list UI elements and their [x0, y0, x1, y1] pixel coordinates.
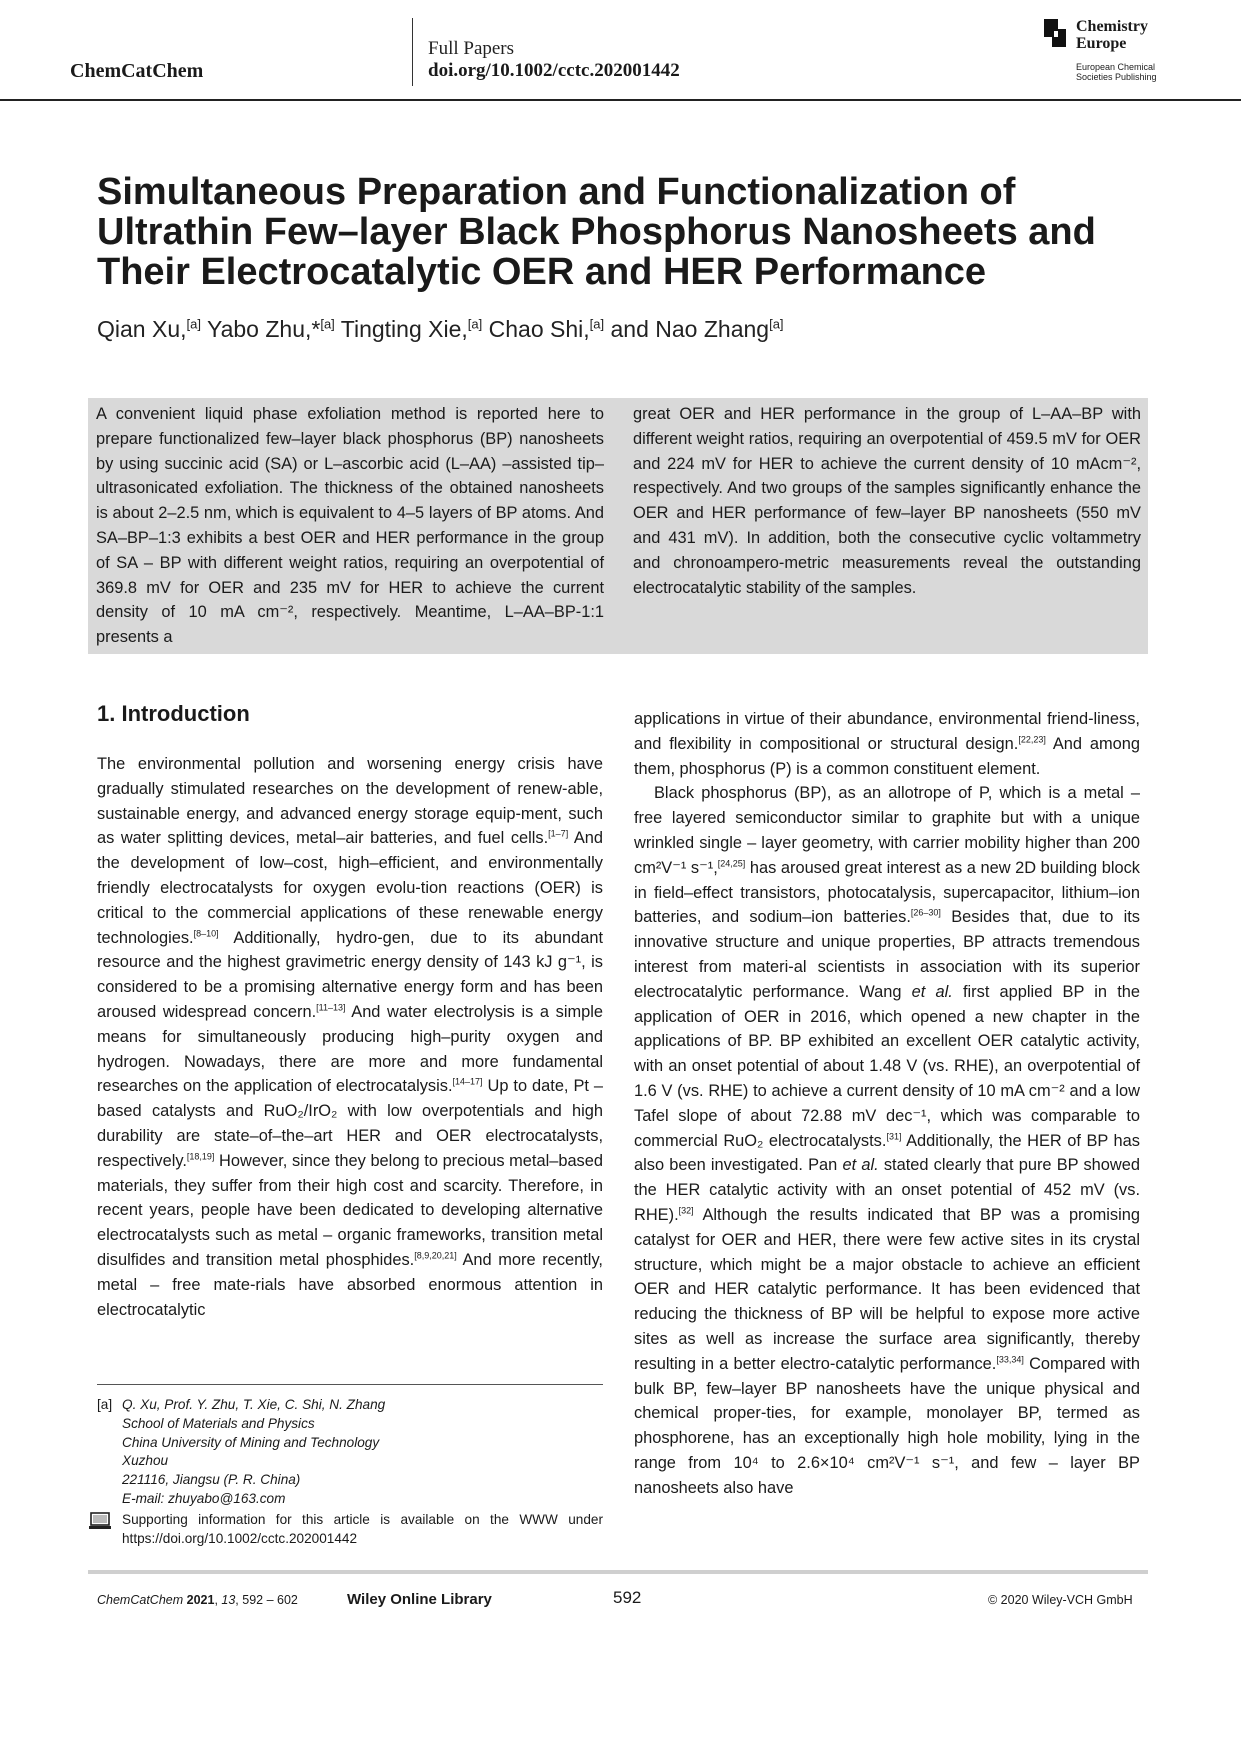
- citation-ref[interactable]: [8–10]: [193, 928, 219, 939]
- citation-ref[interactable]: [26–30]: [910, 907, 941, 918]
- journal-name: ChemCatChem: [70, 60, 204, 82]
- citation-ref[interactable]: [1–7]: [548, 828, 569, 839]
- wiley-online-library-link[interactable]: Wiley Online Library: [347, 1591, 492, 1608]
- author-name: and Nao Zhang: [610, 316, 770, 342]
- text-run: first applied BP in the application of OER in 2016, which opened a new chapter in the applications of BP. BP exhibited an excellent OER catalytic activity, with an onset potential of about 1.48 V (vs. RHE), an overpotential of 1.6 V (vs. RHE) to achieve a current density of 10 mA cm⁻² and a low Tafel slope of about 72.88 mV dec⁻¹, which was comparable to commercial RuO₂ electrocatalysts.: [634, 982, 1140, 1150]
- article-title: Simultaneous Preparation and Functionalization of Ultrathin Few–layer Black Phosphorus Nanosheets and Their Electrocatalytic OER and HER Performance: [97, 171, 1096, 293]
- page-number: 592: [613, 1588, 642, 1607]
- footnote-rule: [97, 1384, 603, 1385]
- text-run: applications in virtue of their abundance, environmental friend-liness, and flexibility in compositional or structural design.: [634, 710, 1140, 753]
- logo-text-line2: Europe: [1076, 35, 1127, 52]
- text-run: And among them, phosphorus (P) is a common constituent element.: [634, 734, 1140, 778]
- footer-pages: 592 – 602: [242, 1593, 298, 1607]
- author-affiliation-mark: [a]: [769, 316, 784, 332]
- text-run: Compared with bulk BP, few–layer BP nanosheets have the unique physical and chemical proper-ties, for example, monolayer BP, termed as phosphorene, has an exceptionally high hole mobility, lying in the range from 10⁴ to 2.6×10⁴ cm²V⁻¹ s⁻¹, and few – layer BP nanosheets also have: [634, 1354, 1140, 1497]
- footer-citation: ChemCatChem 2021, 13, 592 – 602: [97, 1593, 298, 1607]
- logo-subtitle-line1: European Chemical: [1076, 62, 1156, 72]
- text-run: Up to date, Pt – based catalysts and RuO₂/IrO₂ with low overpotentials and high durability are state–of–the–art HER and OER electrocatalysts, respectively.: [97, 1077, 603, 1170]
- text-run: However, since they belong to precious metal–based materials, they suffer from their high cost and scarcity. Therefore, in recent years, people have been dedicated to developing alternative electrocatalysts such as metal – organic frameworks, transition metal disulfides and transition metal phosphides.: [97, 1151, 603, 1269]
- footer-rule: [88, 1570, 1148, 1574]
- section-heading-introduction: 1. Introduction: [97, 701, 250, 726]
- author-name: Qian Xu,: [97, 316, 187, 342]
- author-affiliation-mark: [a]: [467, 316, 483, 332]
- text-run: Although the results indicated that BP was a promising catalyst for OER and HER, there were few active sites in its crystal structure, which might be a major obstacle to achieve an efficient OER and HER catalytic performance. It has been evidenced that reducing the thickness of BP will be helpful to expose more active sites as well as increase the surface area significantly, thereby resulting in a better electro-catalytic performance.: [634, 1205, 1140, 1373]
- italic-text: et al.: [911, 982, 953, 1001]
- body-column-left: [97, 752, 603, 1322]
- intro-paragraph-1: [97, 752, 603, 1322]
- logo-text-line1: Chemistry: [1076, 18, 1148, 35]
- citation-ref[interactable]: [18,19]: [186, 1151, 215, 1162]
- abstract-box: [88, 398, 1148, 654]
- citation-ref[interactable]: [8,9,20,21]: [414, 1250, 457, 1261]
- author-affiliation-mark: [a]: [320, 316, 335, 332]
- footer-volume: 13: [221, 1593, 236, 1607]
- header-rule: [0, 99, 1241, 101]
- text-run: Black phosphorus (BP), as an allotrope of P, which is a metal – free layered semiconductor similar to graphite but with a unique wrinkled single – layer geometry, with carrier mobility higher than 200 cm²V⁻¹ s⁻¹,: [634, 784, 1140, 877]
- logo-subtitle-line2: Societies Publishing: [1076, 72, 1157, 82]
- author-affiliation-mark: [a]: [589, 316, 605, 332]
- citation-ref[interactable]: [14–17]: [452, 1076, 483, 1087]
- computer-icon: [89, 1512, 111, 1530]
- text-run: Besides that, due to its innovative structure and unique properties, BP attracts tremendous interest from materi-al scientists in association with its superior electrocatalytic performance. Wang: [634, 908, 1140, 1001]
- author-list: [97, 316, 784, 343]
- author-affiliation-mark: [a]: [186, 316, 201, 332]
- chemistry-europe-logo-icon: [1044, 19, 1066, 47]
- footer-journal: ChemCatChem: [97, 1593, 184, 1607]
- body-column-right: [634, 707, 1140, 1501]
- abstract-left-column: A convenient liquid phase exfoliation method is reported here to prepare functionalized few–layer black phosphorus (BP) nanosheets by using succinic acid (SA) or L–ascorbic acid (L–AA) –assisted tip–ultrasonicated exfoliation. The thickness of the obtained nanosheets is about 2–2.5 nm, which is equivalent to 4–5 layers of BP atoms. And SA–BP–1:3 exhibits a best OER and HER performance in the group of SA – BP with different weight ratios, requiring an overpotential of 369.8 mV for OER and 235 mV for HER to achieve the current density of 10 mA cm⁻², respectively. Meantime, L–AA–BP-1:1 presents a: [96, 405, 604, 647]
- footer-year: 2021: [186, 1593, 215, 1607]
- paper-type: Full Papers: [428, 38, 515, 59]
- citation-ref[interactable]: [32]: [678, 1205, 694, 1216]
- doi-link[interactable]: doi.org/10.1002/cctc.202001442: [428, 60, 680, 81]
- text-run: Additionally, hydro-gen, due to its abundant resource and the highest gravimetric energy density of 143 kJ g⁻¹, is considered to be a promising alternative energy form and has been aroused widespread concern.: [97, 928, 603, 1021]
- affiliation-text: Q. Xu, Prof. Y. Zhu, T. Xie, C. Shi, N. Zhang School of Materials and Physics China University of Mining and Technology Xuzhou 221116, Jiangsu (P. R. China) E-mail: zhuyabo@163.com: [122, 1397, 386, 1506]
- abstract-right-column: great OER and HER performance in the group of L–AA–BP with different weight ratios, requiring an overpotential of 459.5 mV for OER and 224 mV for HER to achieve the current density of 10 mAcm⁻², respectively. And two groups of the samples significantly enhance the OER and HER performance of few–layer BP nanosheets (550 mV and 431 mV). In addition, both the consecutive cyclic voltammetry and chronoampero-metric measurements reveal the outstanding electrocatalytic stability of the samples.: [633, 405, 1141, 597]
- citation-ref[interactable]: [22,23]: [1018, 734, 1046, 745]
- header-divider: [412, 18, 413, 86]
- text-run: And water electrolysis is a simple means for simultaneously producing high–purity oxygen and hydrogen. Nowadays, there are more and more fundamental researches on the application of electrocatalysis.: [97, 1002, 603, 1096]
- author-name: Chao Shi,: [488, 316, 590, 342]
- citation-ref[interactable]: [33,34]: [996, 1354, 1024, 1365]
- author-name: Tingting Xie,: [340, 316, 468, 342]
- intro-paragraph-1-continued: [634, 707, 1140, 781]
- intro-paragraph-2: [634, 781, 1140, 1500]
- footnote-tag: [a]: [97, 1397, 113, 1412]
- text-run: And the development of low–cost, high–efficient, and environmentally friendly electrocatalysts for oxygen evolu-tion reactions (OER) is critical to the commercial applications of these renewable energy technologies.: [97, 829, 603, 947]
- citation-ref[interactable]: [31]: [886, 1131, 902, 1142]
- text-run: The environmental pollution and worsening energy crisis have gradually stimulated researches on the development of renew-able, sustainable energy, and advanced energy storage equip-ment, such as water splitting devices, metal–air batteries, and fuel cells.: [97, 755, 603, 848]
- citation-ref[interactable]: [24,25]: [717, 858, 746, 869]
- text-run: has aroused great interest as a new 2D building block in field–effect transistors, photocatalysis, supercapacitor, lithium–ion batteries, and sodium–ion batteries.: [634, 858, 1140, 927]
- supporting-info-note: Supporting information for this article is available on the WWW under https://doi.org/10.1002/cctc.202001442: [122, 1512, 603, 1546]
- text-run: And more recently, metal – free mate-rials have absorbed enormous attention in electrocatalytic: [97, 1250, 603, 1319]
- text-run: stated clearly that pure BP showed the HER catalytic activity with an onset potential of 452 mV (vs. RHE).: [634, 1156, 1140, 1224]
- text-run: Additionally, the HER of BP has also been investigated. Pan: [634, 1131, 1140, 1175]
- citation-ref[interactable]: [11–13]: [316, 1002, 346, 1013]
- author-name: Yabo Zhu,*: [206, 316, 321, 342]
- italic-text: et al.: [842, 1156, 879, 1175]
- copyright: © 2020 Wiley-VCH GmbH: [988, 1593, 1133, 1607]
